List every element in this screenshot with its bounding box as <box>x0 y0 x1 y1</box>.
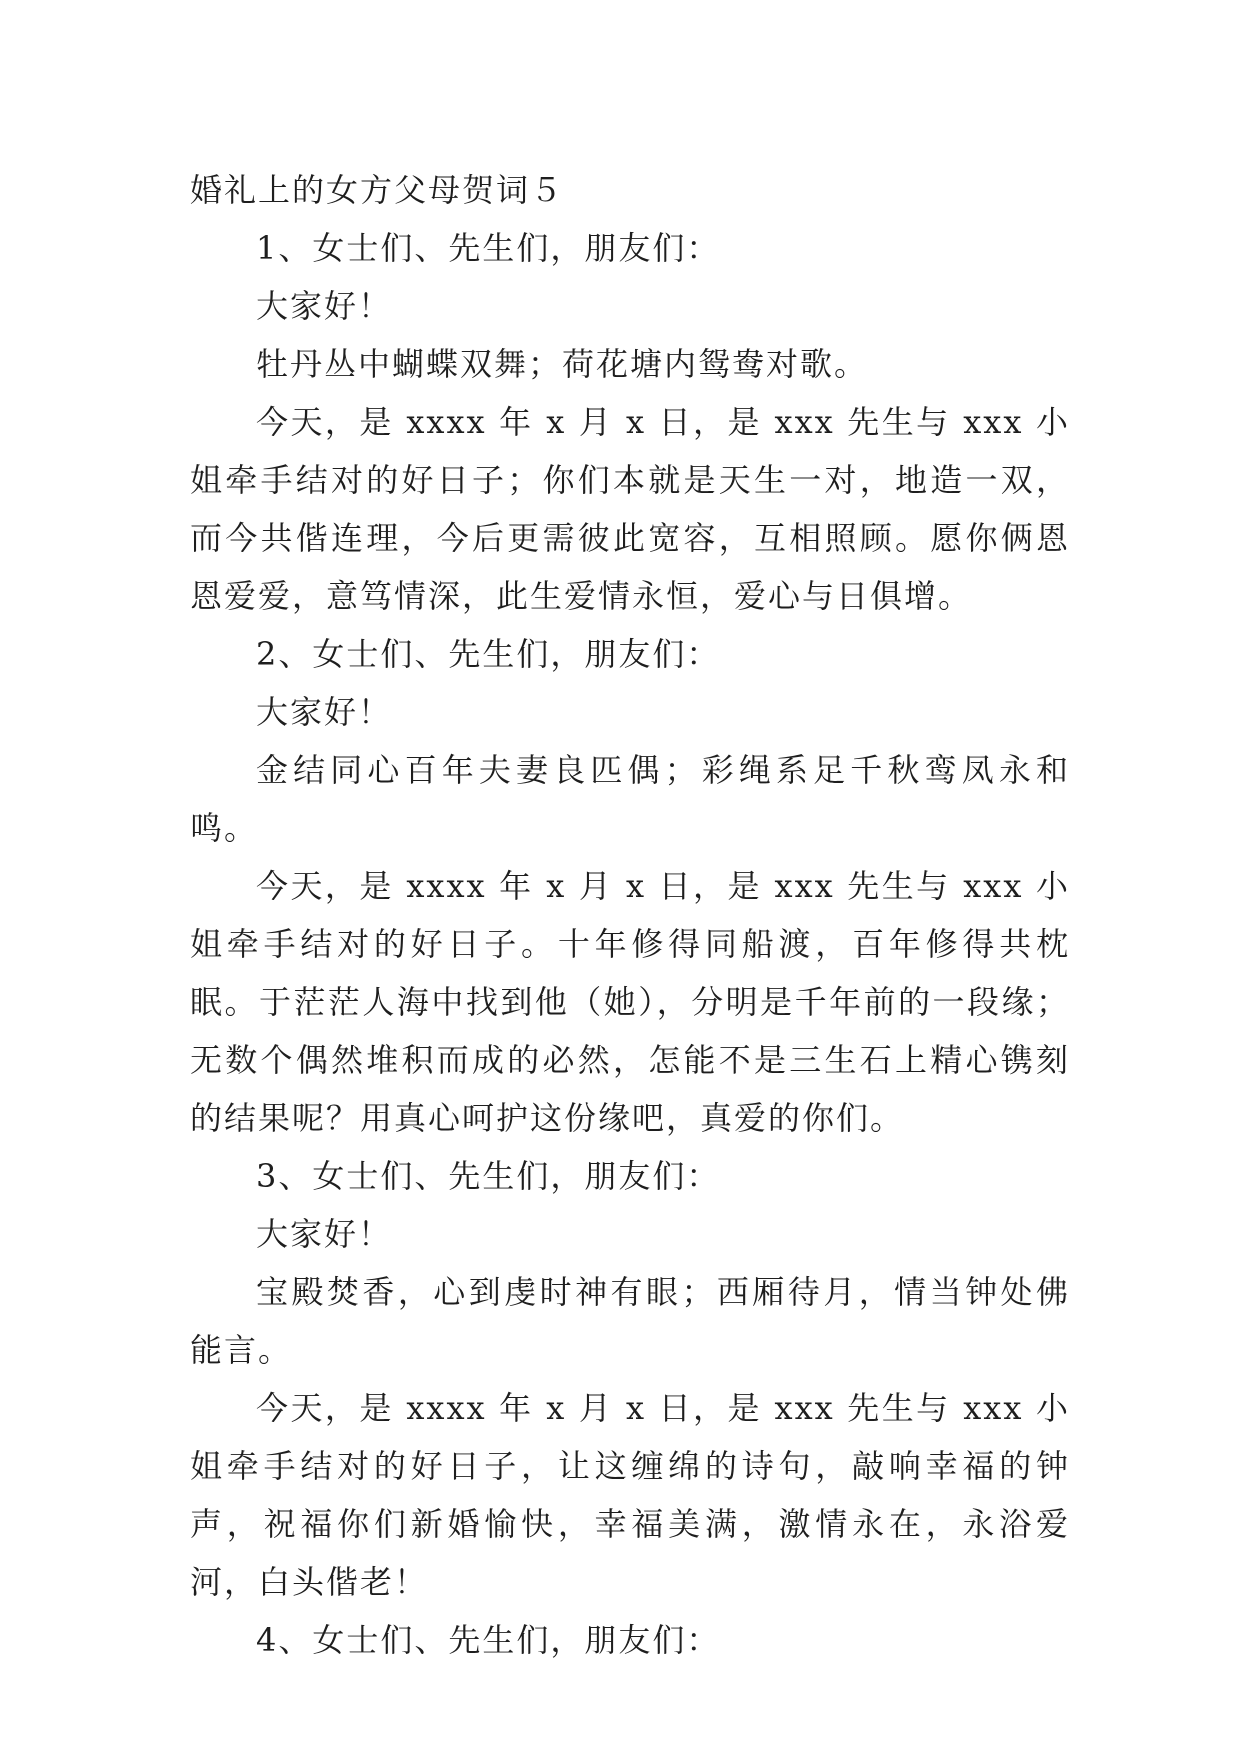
paragraph-greeting-1: 1、女士们、先生们，朋友们： <box>256 229 721 267</box>
paragraph-hello-1: 大家好！ <box>256 287 393 325</box>
paragraph-hello-2: 大家好！ <box>256 693 393 731</box>
paragraph-greeting-2: 2、女士们、先生们，朋友们： <box>256 635 721 673</box>
paragraph-body-1: 今天，是 xxxx 年 x 月 x 日，是 xxx 先生与 xxx 小姐牵手结对的好日子；你们本就是天生一对，地造一双，而今共偕连理，今后更需彼此宽容，互相照顾。愿你俩恩恩爱爱，意笃情深，此生爱情永恒，爱心与日俱增。 <box>190 403 1070 615</box>
paragraph-couplet-1: 牡丹丛中蝴蝶双舞；荷花塘内鸳鸯对歌。 <box>256 345 869 383</box>
paragraph-couplet-2: 金结同心百年夫妻良匹偶；彩绳系足千秋鸾凤永和鸣。 <box>190 751 1070 847</box>
paragraph-hello-3: 大家好！ <box>256 1215 393 1253</box>
paragraph-greeting-3: 3、女士们、先生们，朋友们： <box>256 1157 721 1195</box>
document-body <box>190 161 1070 1669</box>
paragraph-couplet-3: 宝殿焚香，心到虔时神有眼；西厢待月，情当钟处佛能言。 <box>190 1273 1070 1369</box>
paragraph-body-3: 今天，是 xxxx 年 x 月 x 日，是 xxx 先生与 xxx 小姐牵手结对的好日子，让这缠绵的诗句，敲响幸福的钟声，祝福你们新婚愉快，幸福美满，激情永在，永浴爱河，白头偕老！ <box>190 1389 1070 1601</box>
paragraph-greeting-4: 4、女士们、先生们，朋友们： <box>256 1621 721 1659</box>
document-title: 婚礼上的女方父母贺词５ <box>190 171 565 209</box>
paragraph-body-2: 今天，是 xxxx 年 x 月 x 日，是 xxx 先生与 xxx 小姐牵手结对的好日子。十年修得同船渡，百年修得共枕眠。于茫茫人海中找到他（她），分明是千年前的一段缘；无数个偶然堆积而成的必然，怎能不是三生石上精心镌刻的结果呢？用真心呵护这份缘吧，真爱的你们。 <box>190 867 1070 1137</box>
